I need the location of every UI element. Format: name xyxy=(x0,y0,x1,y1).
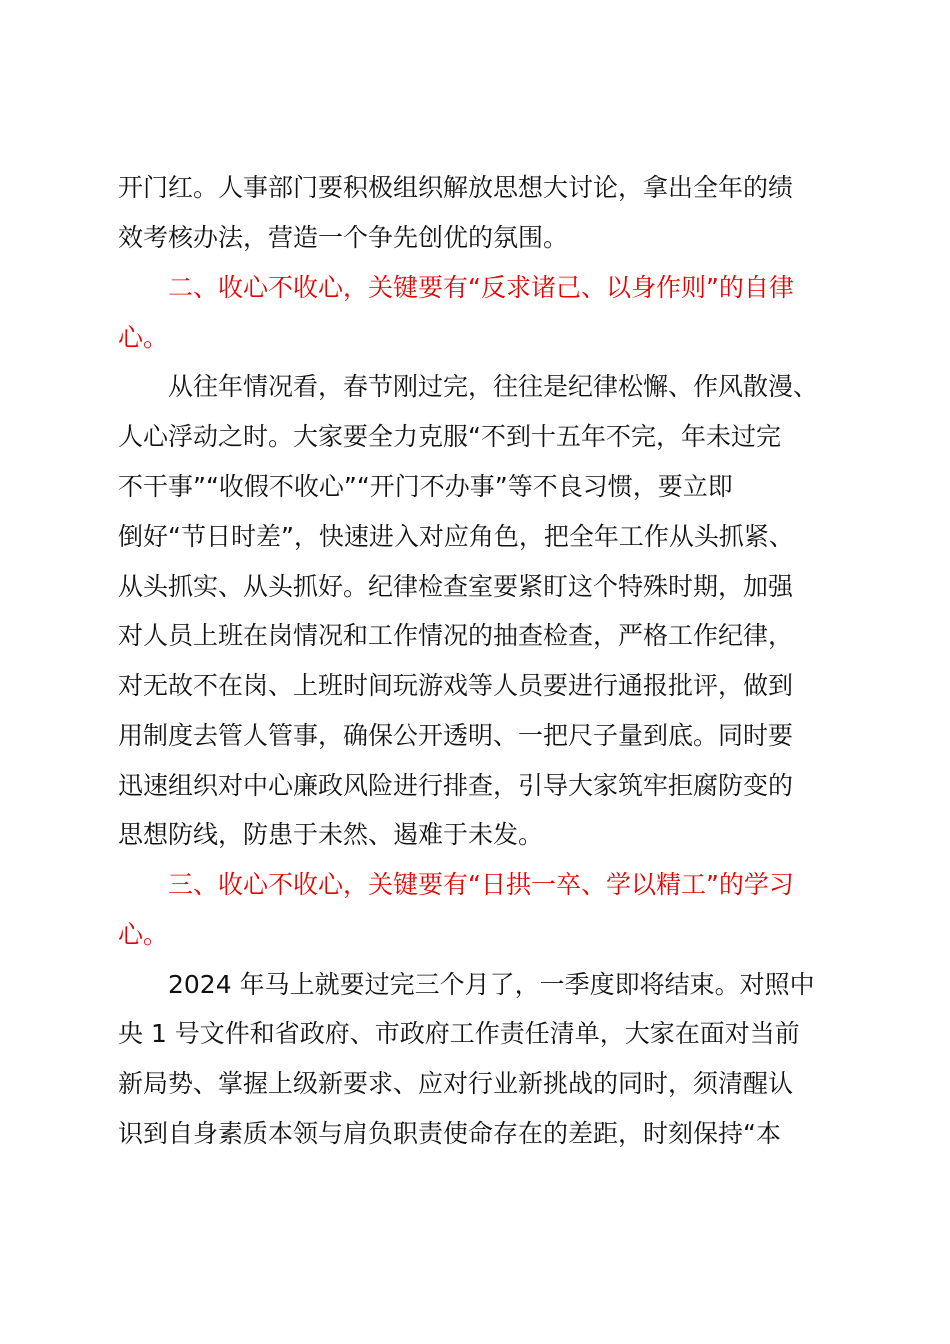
paragraph-line: 对人员上班在岗情况和工作情况的抽查检查，严格工作纪律， xyxy=(118,621,794,650)
paragraph-line: 思想防线，防患于未然、遏难于未发。 xyxy=(118,820,544,849)
section-heading-line: 三、收心不收心，关键要有“日拱一卒、学以精工”的学习 xyxy=(118,870,794,899)
paragraph-line: 从往年情况看，春节刚过完，往往是纪律松懈、作风散漫、 xyxy=(118,372,819,401)
paragraph-line: 识到自身素质本领与肩负职责使命存在的差距，时刻保持“本 xyxy=(118,1119,781,1148)
paragraph-line: 新局势、掌握上级新要求、应对行业新挑战的同时，须清醒认 xyxy=(118,1069,794,1098)
paragraph-line: 不干事”“收假不收心”“开门不办事”等不良习惯，要立即 xyxy=(118,472,733,501)
section-heading-line: 心。 xyxy=(118,323,169,352)
paragraph-line: 央 1 号文件和省政府、市政府工作责任清单，大家在面对当前 xyxy=(118,1019,800,1048)
paragraph-line: 2024 年马上就要过完三个月了，一季度即将结束。对照中 xyxy=(118,970,815,999)
section-heading-line: 心。 xyxy=(118,920,169,949)
paragraph-line: 人心浮动之时。大家要全力克服“不到十五年不完，年未过完 xyxy=(118,422,781,451)
section-heading-line: 二、收心不收心，关键要有“反求诸己、以身作则”的自律 xyxy=(118,273,794,302)
paragraph-line: 开门红。人事部门要积极组织解放思想大讨论，拿出全年的绩 xyxy=(118,173,794,202)
paragraph-line: 用制度去管人管事，确保公开透明、一把尺子量到底。同时要 xyxy=(118,721,794,750)
paragraph-line: 对无故不在岗、上班时间玩游戏等人员要进行通报批评，做到 xyxy=(118,671,794,700)
paragraph-line: 迅速组织对中心廉政风险进行排查，引导大家筑牢拒腐防变的 xyxy=(118,771,794,800)
paragraph-line: 从头抓实、从头抓好。纪律检查室要紧盯这个特殊时期，加强 xyxy=(118,572,794,601)
paragraph-line: 倒好“节日时差”，快速进入对应角色，把全年工作从头抓紧、 xyxy=(118,522,794,551)
paragraph-line: 效考核办法，营造一个争先创优的氛围。 xyxy=(118,223,569,252)
